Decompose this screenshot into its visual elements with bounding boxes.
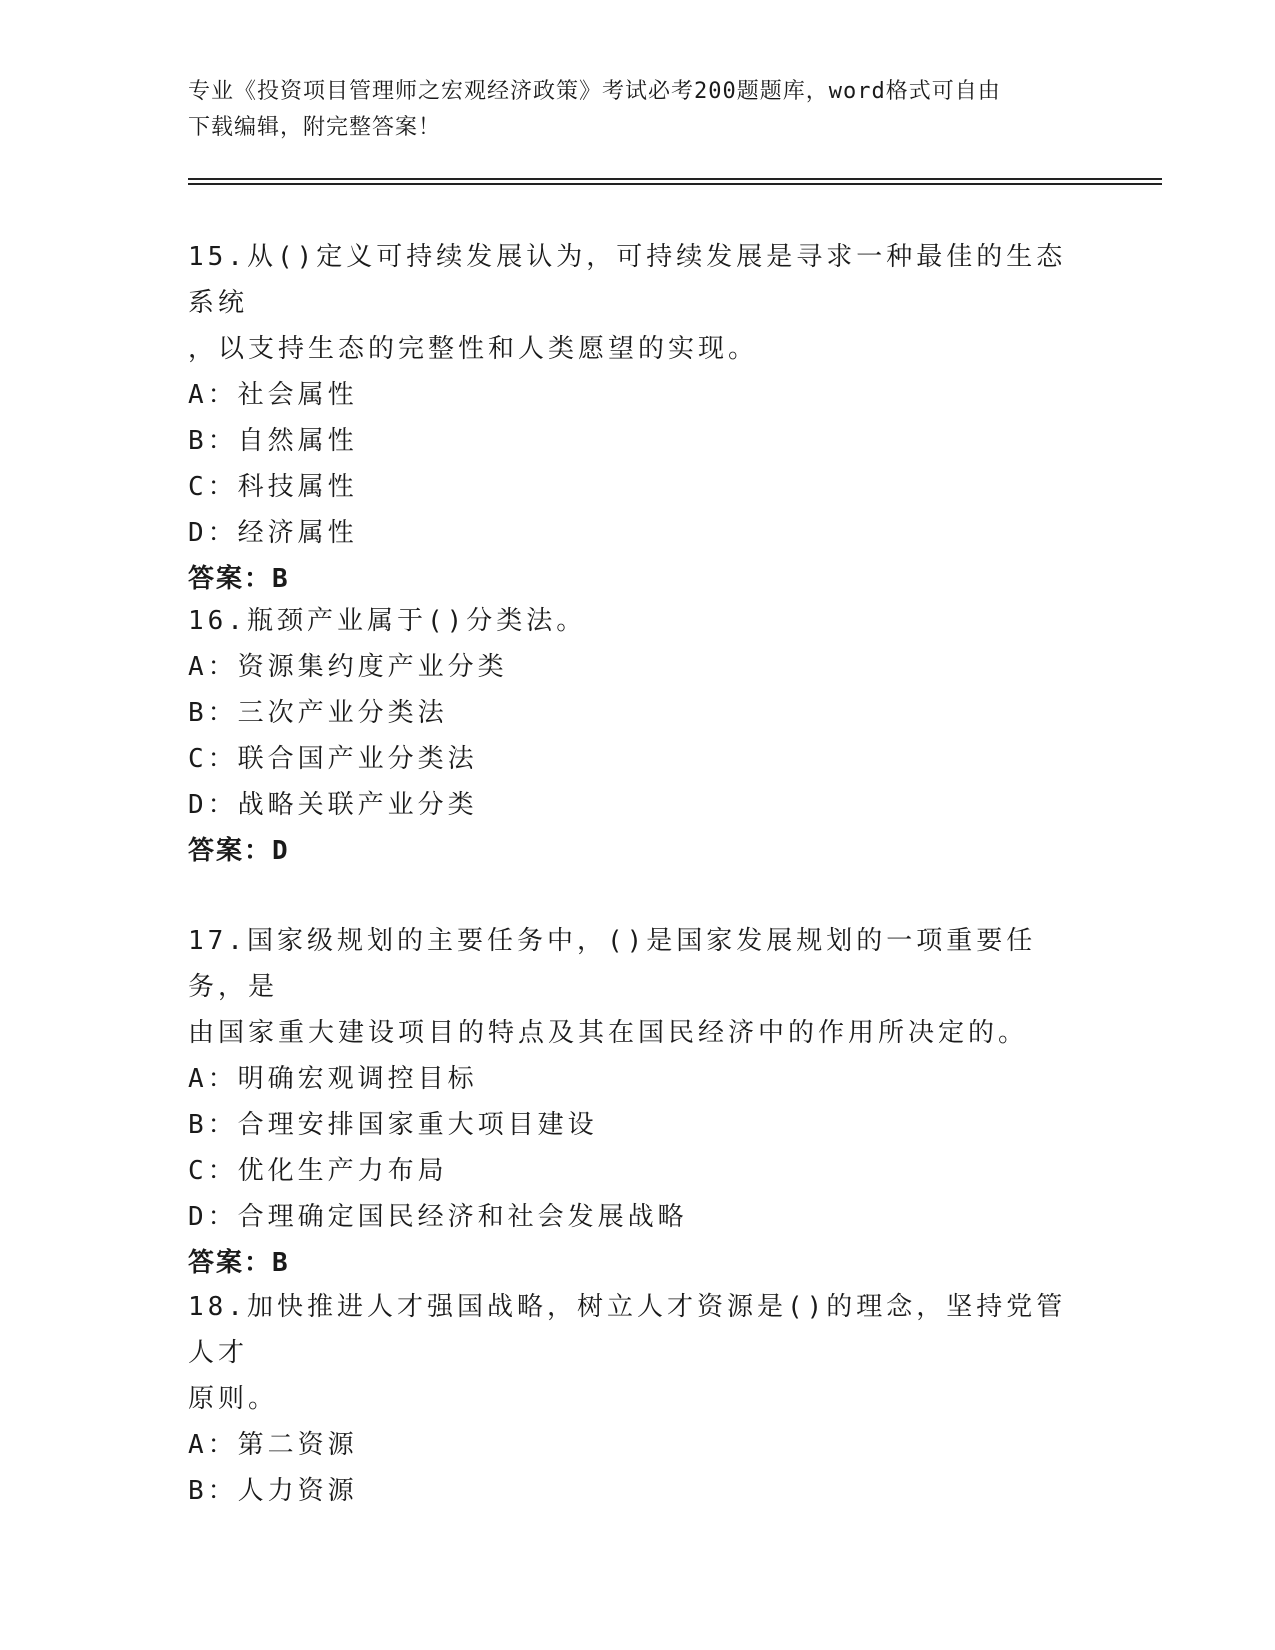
option-a: A：资源集约度产业分类 xyxy=(188,652,508,682)
question-stem xyxy=(188,234,1088,372)
document-header xyxy=(188,74,1088,146)
question-stem xyxy=(188,918,1088,1056)
option-d: D：经济属性 xyxy=(188,518,358,548)
option-d: D：合理确定国民经济和社会发展战略 xyxy=(188,1202,688,1232)
option-c: C：优化生产力布局 xyxy=(188,1156,448,1186)
option-c: C：联合国产业分类法 xyxy=(188,744,478,774)
question-stem xyxy=(188,598,1088,644)
question-stem-line: 原则。 xyxy=(188,1384,279,1414)
question-18 xyxy=(188,1284,1088,1514)
header-line-1: 专业《投资项目管理师之宏观经济政策》考试必考200题题库，word格式可自由 xyxy=(188,79,1001,104)
answer: 答案：B xyxy=(188,1248,290,1278)
answer: 答案：D xyxy=(188,836,290,866)
question-16 xyxy=(188,598,1088,874)
question-stem-line: ，以支持生态的完整性和人类愿望的实现。 xyxy=(188,334,759,364)
option-b: B：三次产业分类法 xyxy=(188,698,448,728)
option-b: B：自然属性 xyxy=(188,426,358,456)
header-divider-bottom xyxy=(188,183,1162,185)
question-15 xyxy=(188,234,1088,602)
question-17 xyxy=(188,918,1088,1286)
option-a: A：明确宏观调控目标 xyxy=(188,1064,478,1094)
option-c: C：科技属性 xyxy=(188,472,358,502)
question-stem-line: 17.国家级规划的主要任务中，()是国家发展规划的一项重要任务，是 xyxy=(188,926,1037,1002)
option-a: A：社会属性 xyxy=(188,380,358,410)
option-b: B：合理安排国家重大项目建设 xyxy=(188,1110,598,1140)
header-line-2: 下载编辑，附完整答案！ xyxy=(188,115,442,140)
question-stem xyxy=(188,1284,1088,1422)
question-stem-line: 18.加快推进人才强国战略，树立人才资源是()的理念，坚持党管人才 xyxy=(188,1292,1067,1368)
question-stem-line: 由国家重大建设项目的特点及其在国民经济中的作用所决定的。 xyxy=(188,1018,1029,1048)
header-divider-top xyxy=(188,178,1162,180)
option-d: D：战略关联产业分类 xyxy=(188,790,478,820)
option-b: B：人力资源 xyxy=(188,1476,358,1506)
question-stem-line: 15.从()定义可持续发展认为，可持续发展是寻求一种最佳的生态系统 xyxy=(188,242,1067,318)
option-a: A：第二资源 xyxy=(188,1430,358,1460)
answer: 答案：B xyxy=(188,564,290,594)
question-stem-line: 16.瓶颈产业属于()分类法。 xyxy=(188,606,587,636)
